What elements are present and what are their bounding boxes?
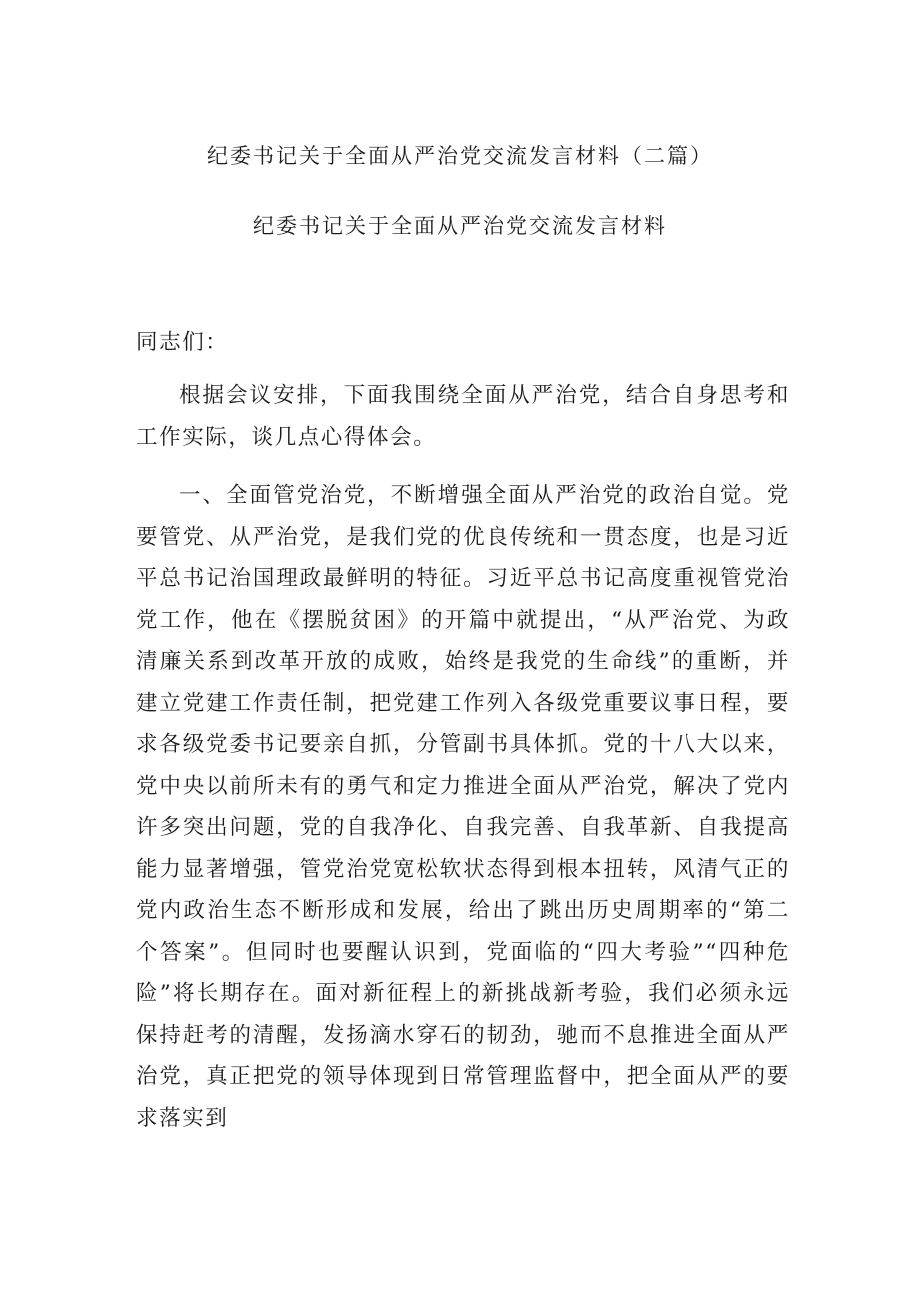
document-title: 纪委书记关于全面从严治党交流发言材料（二篇）: [207, 144, 713, 168]
paragraph-intro: 根据会议安排，下面我围绕全面从严治党，结合自身思考和工作实际，谈几点心得体会。: [136, 383, 790, 450]
paragraph-section-one: 一、全面管党治党，不断增强全面从严治党的政治自觉。党要管党、从严治党，是我们党的优良传统和一贯态度，也是习近平总书记治国理政最鲜明的特征。习近平总书记高度重视管党治党工作，他在《摆脱贫困》的开篇中就提出，“从严治党、为政清廉关系到改革开放的成败，始终是我党的生命线”的重断，并建立党建工作责任制，把党建工作列入各级党重要议事日程，要求各级党委书记要亲自抓，分管副书具体抓。党的十八大以来，党中央以前所未有的勇气和定力推进全面从严治党，解决了党内许多突出问题，党的自我净化、自我完善、自我革新、自我提高能力显著增强，管党治党宽松软状态得到根本扭转，风清气正的党内政治生态不断形成和发展，给出了跳出历史周期率的“第二个答案”。但同时也要醒认识到，党面临的“四大考验”“四种危险”将长期存在。面对新征程上的新挑战新考验，我们必须永远保持赶考的清醒，发扬滴水穿石的韧劲，驰而不息推进全面从严治党，真正把党的领导体现到日常管理监督中，把全面从严的要求落实到: [136, 483, 790, 1131]
document-subtitle: 纪委书记关于全面从严治党交流发言材料: [253, 214, 667, 238]
greeting: 同志们：: [136, 330, 229, 355]
